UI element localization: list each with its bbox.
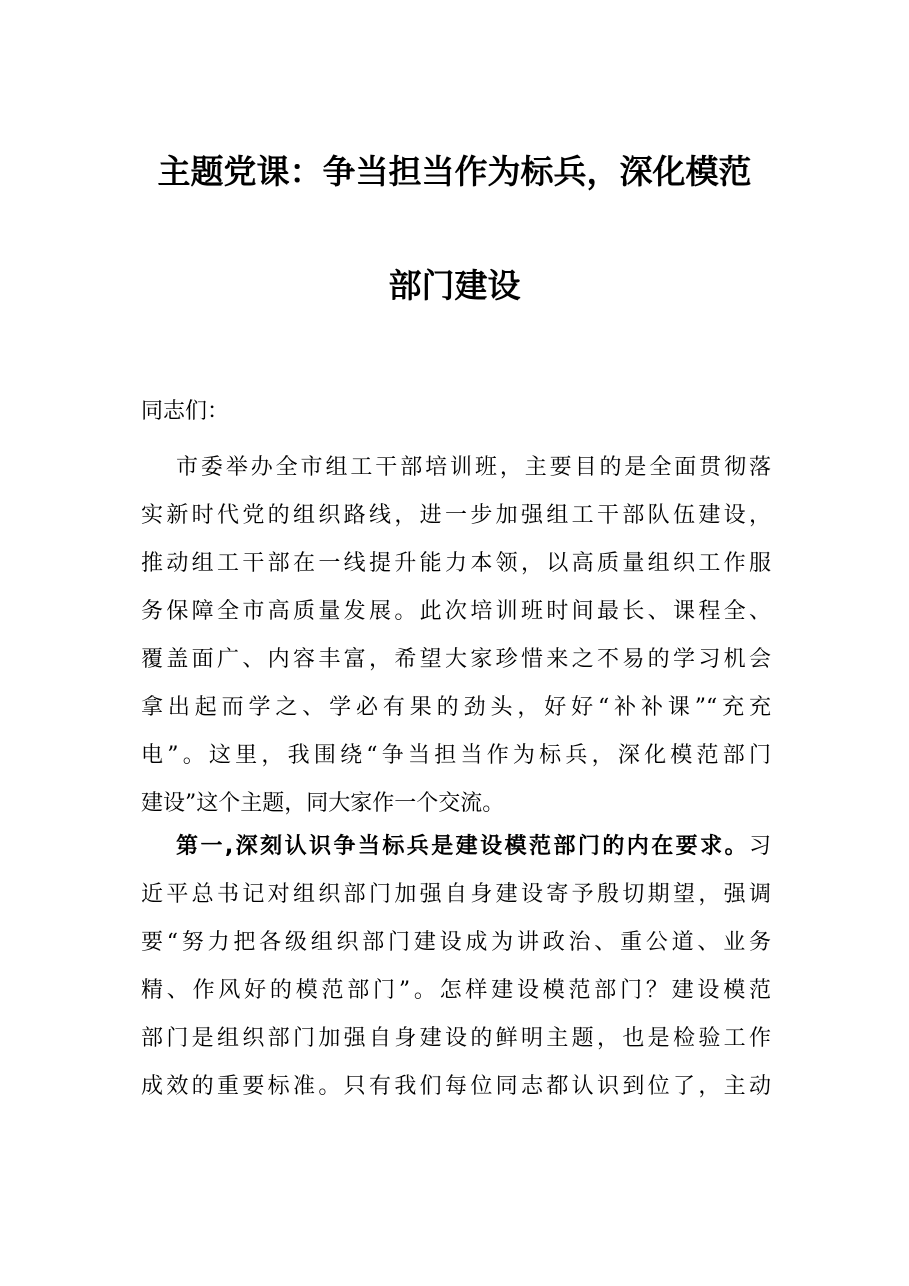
paragraph-line: 推动组工干部在一线提升能力本领，以高质量组织工作服 [141,551,771,576]
paragraph-2 [141,823,771,1111]
paragraph-text: 习 [748,834,771,859]
paragraph-line: 务保障全市高质量发展。此次培训班时间最长、课程全、 [141,599,771,624]
paragraph-line: 近平总书记对组织部门加强自身建设寄予殷切期望，强调 [141,882,771,907]
paragraph-line: 拿出起而学之、学必有果的劲头，好好“补补课”“充充 [141,695,771,720]
paragraph-line: 市委举办全市组工干部培训班，主要目的是全面贯彻落 [176,455,771,480]
paragraph-line: 电”。这里，我围绕“争当担当作为标兵，深化模范部门 [141,743,771,768]
salutation: 同志们： [141,399,230,424]
paragraph-line: 成效的重要标准。只有我们每位同志都认识到位了，主动 [141,1074,771,1099]
section-heading-lead: 第一,深刻认识争当标兵是建设模范部门的内在要求。 [176,834,749,859]
paragraph-line: 建设”这个主题，同大家作一个交流。 [141,791,505,816]
document-title-line-1: 主题党课：争当担当作为标兵，深化模范 [157,152,752,191]
paragraph-line: 部门是组织部门加强自身建设的鲜明主题，也是检验工作 [141,1026,771,1051]
paragraph-line: 覆盖面广、内容丰富，希望大家珍惜来之不易的学习机会 [141,647,771,672]
paragraph-1 [141,444,771,828]
document-title-line-2: 部门建设 [388,266,521,305]
paragraph-line: 要“努力把各级组织部门建设成为讲政治、重公道、业务 [141,930,771,955]
paragraph-line: 精、作风好的模范部门”。怎样建设模范部门？建设模范 [141,978,771,1003]
paragraph-line: 实新时代党的组织路线，进一步加强组工干部队伍建设， [141,503,771,528]
paragraph-line-with-heading [141,823,771,871]
